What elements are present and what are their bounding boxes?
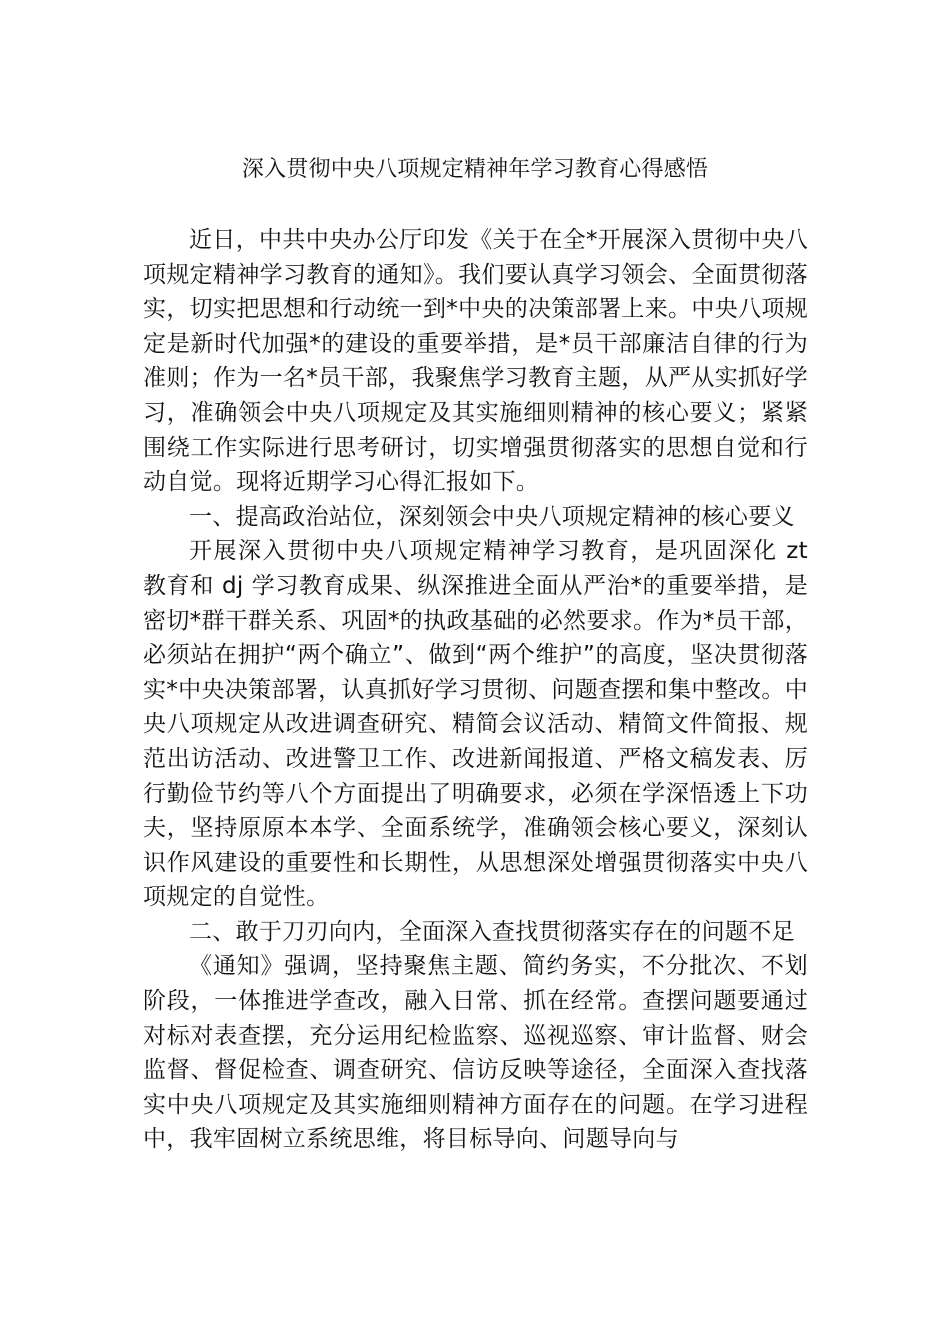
section-heading-1: 一、提高政治站位，深刻领会中央八项规定精神的核心要义 (189, 503, 795, 530)
document-title: 深入贯彻中央八项规定精神年学习教育心得感悟 (241, 157, 709, 182)
document-body (143, 223, 808, 1157)
section-heading-2: 二、敢于刀刃向内，全面深入查找贯彻落实存在的问题不足 (189, 918, 795, 945)
paragraph-intro: 近日，中共中央办公厅印发《关于在全*开展深入贯彻中央八项规定精神学习教育的通知》。我们要认真学习领会、全面贯彻落实，切实把思想和行动统一到*中央的决策部署上来。中央八项规定是新时代加强*的建设的重要举措，是*员干部廉洁自律的行为准则；作为一名*员干部，我聚焦学习教育主题，从严从实抓好学习，准确领会中央八项规定及其实施细则精神的核心要义；紧紧围绕工作实际进行思考研讨，切实增强贯彻落实的思想自觉和行动自觉。现将近期学习心得汇报如下。 (143, 227, 808, 496)
paragraph-section-1: 开展深入贯彻中央八项规定精神学习教育，是巩固深化 zt 教育和 dj 学习教育成果、纵深推进全面从严治*的重要举措，是密切*群干群关系、巩固*的执政基础的必然要求。作为*员干部，必须站在拥护“两个确立”、做到“两个维护”的高度，坚决贯彻落实*中央决策部署，认真抓好学习贯彻、问题查摆和集中整改。中央八项规定从改进调查研究、精简会议活动、精简文件简报、规范出访活动、改进警卫工作、改进新闻报道、严格文稿发表、厉行勤俭节约等八个方面提出了明确要求，必须在学深悟透上下功夫，坚持原原本本学、全面系统学，准确领会核心要义，深刻认识作风建设的重要性和长期性，从思想深处增强贯彻落实中央八项规定的自觉性。 (143, 538, 808, 911)
paragraph-section-2: 《通知》强调，坚持聚焦主题、简约务实，不分批次、不划阶段，一体推进学查改，融入日常、抓在经常。查摆问题要通过对标对表查摆，充分运用纪检监察、巡视巡察、审计监督、财会监督、督促检查、调查研究、信访反映等途径，全面深入查找落实中央八项规定及其实施细则精神方面存在的问题。在学习进程中，我牢固树立系统思维，将目标导向、问题导向与 (143, 953, 808, 1153)
